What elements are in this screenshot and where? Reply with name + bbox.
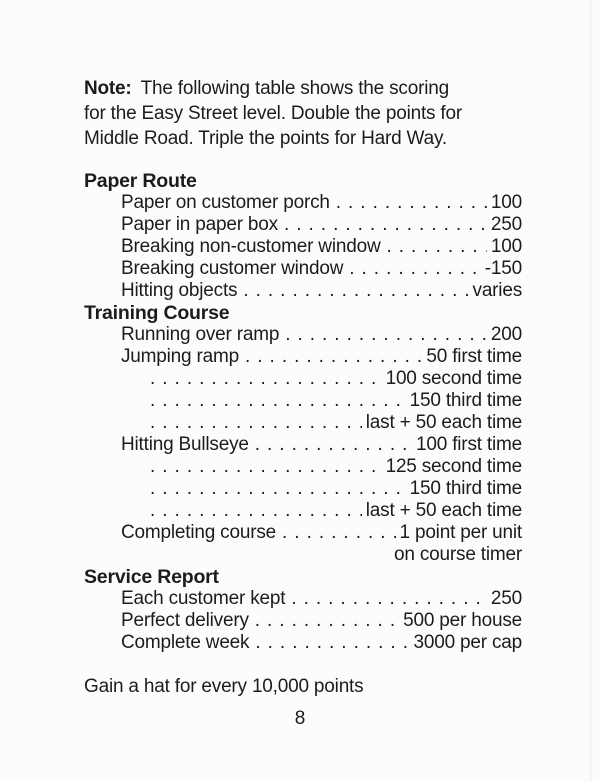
dot-leader (150, 456, 382, 478)
dot-leader (150, 390, 406, 412)
score-value: 250 (490, 588, 522, 609)
dot-leader (386, 236, 486, 258)
score-row (84, 324, 522, 346)
score-row (84, 434, 522, 456)
score-row-continuation (84, 456, 522, 478)
page-content (84, 76, 522, 698)
section-title: Paper Route (84, 170, 197, 192)
score-value: 100 first time (416, 434, 522, 455)
score-row-continuation (84, 500, 522, 522)
dot-leader (336, 192, 487, 214)
score-row-value-wrap (84, 544, 522, 566)
score-row (84, 610, 522, 632)
score-row-continuation (84, 478, 522, 500)
dot-leader (349, 258, 481, 280)
scan-edge-shading (588, 0, 592, 782)
score-label: Breaking non-customer window (121, 236, 381, 257)
score-value: 500 per house (403, 610, 522, 631)
score-label: Paper on customer porch (121, 192, 330, 213)
page-number: 8 (294, 708, 306, 729)
section-service-report (84, 566, 522, 654)
score-value: last + 50 each time (365, 500, 522, 521)
score-value: 150 third time (409, 390, 522, 411)
dot-leader (150, 412, 362, 434)
score-value: -150 (484, 258, 522, 279)
score-row (84, 258, 522, 280)
score-label: Each customer kept (121, 588, 286, 609)
score-value: last + 50 each time (365, 412, 522, 433)
footer-note: Gain a hat for every 10,000 points (84, 676, 364, 697)
score-value: 100 (490, 192, 522, 213)
dot-leader (150, 368, 382, 390)
section-title: Training Course (84, 302, 230, 324)
score-value: 3000 per cap (413, 632, 522, 653)
score-row-continuation (84, 390, 522, 412)
dot-leader (150, 500, 362, 522)
score-value: 250 (490, 214, 522, 235)
score-value: 100 (490, 236, 522, 257)
note-text: The following table shows the scoring (140, 78, 449, 99)
score-value: on course timer (394, 544, 522, 565)
score-row-continuation (84, 412, 522, 434)
dot-leader (255, 434, 412, 456)
note-line (84, 76, 522, 101)
score-label: Perfect delivery (121, 610, 249, 631)
note-line: Middle Road. Triple the points for Hard Way. (84, 128, 447, 149)
score-label: Hitting objects (121, 280, 238, 301)
score-value: 150 third time (409, 478, 522, 499)
section-training-course (84, 302, 522, 566)
score-row (84, 192, 522, 214)
score-row (84, 632, 522, 654)
score-label: Hitting Bullseye (121, 434, 249, 455)
dot-leader (243, 280, 468, 302)
score-value: 100 second time (385, 368, 522, 389)
score-label: Running over ramp (121, 324, 280, 345)
section-paper-route (84, 170, 522, 302)
dot-leader (285, 324, 487, 346)
dot-leader (255, 632, 409, 654)
score-value: 1 point per unit (399, 522, 522, 543)
note-line: for the Easy Street level. Double the points for (84, 103, 462, 124)
score-row (84, 346, 522, 368)
score-label: Jumping ramp (121, 346, 239, 367)
section-title: Service Report (84, 566, 219, 588)
score-row (84, 588, 522, 610)
score-value: 125 second time (385, 456, 522, 477)
score-row (84, 236, 522, 258)
score-label: Breaking customer window (121, 258, 344, 279)
dot-leader (291, 588, 487, 610)
note-label: Note: (84, 78, 132, 99)
dot-leader (284, 214, 487, 236)
dot-leader (245, 346, 422, 368)
note-paragraph (84, 76, 522, 151)
score-row (84, 214, 522, 236)
score-label: Paper in paper box (121, 214, 278, 235)
score-label: Completing course (121, 522, 277, 543)
score-value: varies (472, 280, 522, 301)
score-row-continuation (84, 368, 522, 390)
dot-leader (282, 522, 395, 544)
score-label: Complete week (121, 632, 250, 653)
score-value: 50 first time (426, 346, 522, 367)
score-row (84, 280, 522, 302)
dot-leader (255, 610, 399, 632)
score-row (84, 522, 522, 544)
dot-leader (150, 478, 406, 500)
score-value: 200 (490, 324, 522, 345)
